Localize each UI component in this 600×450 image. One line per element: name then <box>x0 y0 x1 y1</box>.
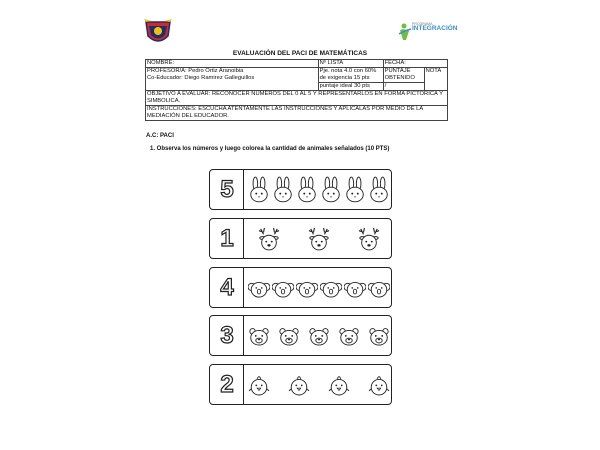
nombre-cell[interactable]: NOMBRE: <box>146 60 319 68</box>
row-divider <box>243 219 244 258</box>
row-divider <box>243 316 244 355</box>
row-number: 2 <box>220 371 234 398</box>
rabbit-icon[interactable] <box>368 172 390 206</box>
fecha-cell[interactable]: FECHA: <box>383 60 447 68</box>
row-divider <box>243 365 244 404</box>
koala-icon[interactable] <box>368 270 390 304</box>
row-divider <box>243 268 244 307</box>
row-divider <box>243 170 244 209</box>
logo-text: INTEGRACIÓN <box>412 25 458 32</box>
bear-icon[interactable] <box>248 318 270 352</box>
koala-icon[interactable] <box>272 270 294 304</box>
row-number: 5 <box>220 176 234 203</box>
row-rabbits <box>209 169 392 210</box>
score-slash-cell[interactable]: / <box>383 83 424 91</box>
koala-icon[interactable] <box>320 270 342 304</box>
chick-icon[interactable] <box>368 367 390 401</box>
puntaje-ideal-cell: puntaje ideal 30 pts <box>318 83 383 91</box>
integracion-figure-icon <box>398 22 412 42</box>
row-number: 3 <box>220 322 234 349</box>
integracion-program-logo <box>398 22 460 42</box>
reindeer-icon[interactable] <box>258 221 280 255</box>
row-number: 4 <box>220 274 234 301</box>
chick-icon[interactable] <box>288 367 310 401</box>
coeducador-text: Co-Educador: Diego Ramirez Galleguillos <box>147 75 255 81</box>
row-koalas <box>209 267 392 308</box>
rabbit-icon[interactable] <box>320 172 342 206</box>
page-title: EVALUACIÓN DEL PACI DE MATEMÁTICAS <box>232 50 368 57</box>
koala-icon[interactable] <box>296 270 318 304</box>
pje-nota-cell: Pje. nota 4.0 con 60% de exigencia 15 pts <box>318 68 383 83</box>
rabbit-icon[interactable] <box>296 172 318 206</box>
question-1: 1. Observa los números y luego colorea la cantidad de animales señalados (10 PTS) <box>150 146 390 152</box>
teacher-cell <box>146 68 319 91</box>
ac-label: A.C: PACI <box>146 133 174 139</box>
chick-icon[interactable] <box>328 367 350 401</box>
reindeer-icon[interactable] <box>308 221 330 255</box>
nlista-cell[interactable]: Nº LISTA <box>318 60 383 68</box>
bear-icon[interactable] <box>338 318 360 352</box>
row-chicks <box>209 364 392 405</box>
logo-small-text: PROGRAMA <box>412 22 433 26</box>
row-reindeer <box>209 218 392 259</box>
instrucciones-cell: INSTRUCCIONES: ESCUCHA ATENTAMENTE LAS INSTRUCCIONES Y APLICALAS POR MEDIO DE LA MEDIACIÓN DEL EDUCADOR. <box>146 106 448 121</box>
student-info-table <box>145 59 448 121</box>
chick-icon[interactable] <box>248 367 270 401</box>
bear-icon[interactable] <box>308 318 330 352</box>
school-crest-logo <box>143 18 173 48</box>
nota-cell: NOTA <box>424 68 447 91</box>
animal-group <box>248 318 390 354</box>
animal-group <box>248 172 390 208</box>
objetivo-cell: OBJETIVO A EVALUAR: RECONOCER NÚMEROS DEL 0 AL 5 Y REPRESENTARLOS EN FORMA PICTORICA Y SIMBOLICA. <box>146 91 448 106</box>
reindeer-icon[interactable] <box>358 221 380 255</box>
animal-group <box>248 367 390 403</box>
bear-icon[interactable] <box>278 318 300 352</box>
animal-group <box>248 221 390 257</box>
rabbit-icon[interactable] <box>272 172 294 206</box>
puntaje-obtenido-cell: PUNTAJE OBTENIDO <box>383 68 424 83</box>
koala-icon[interactable] <box>344 270 366 304</box>
counting-worksheet <box>209 169 392 405</box>
bear-icon[interactable] <box>368 318 390 352</box>
row-number: 1 <box>220 225 234 252</box>
animal-group <box>248 270 390 306</box>
koala-icon[interactable] <box>248 270 270 304</box>
rabbit-icon[interactable] <box>344 172 366 206</box>
profesor-text: PROFESOR/A: Pedro Ortiz Aranoibia <box>147 68 244 74</box>
rabbit-icon[interactable] <box>248 172 270 206</box>
row-bears <box>209 315 392 356</box>
